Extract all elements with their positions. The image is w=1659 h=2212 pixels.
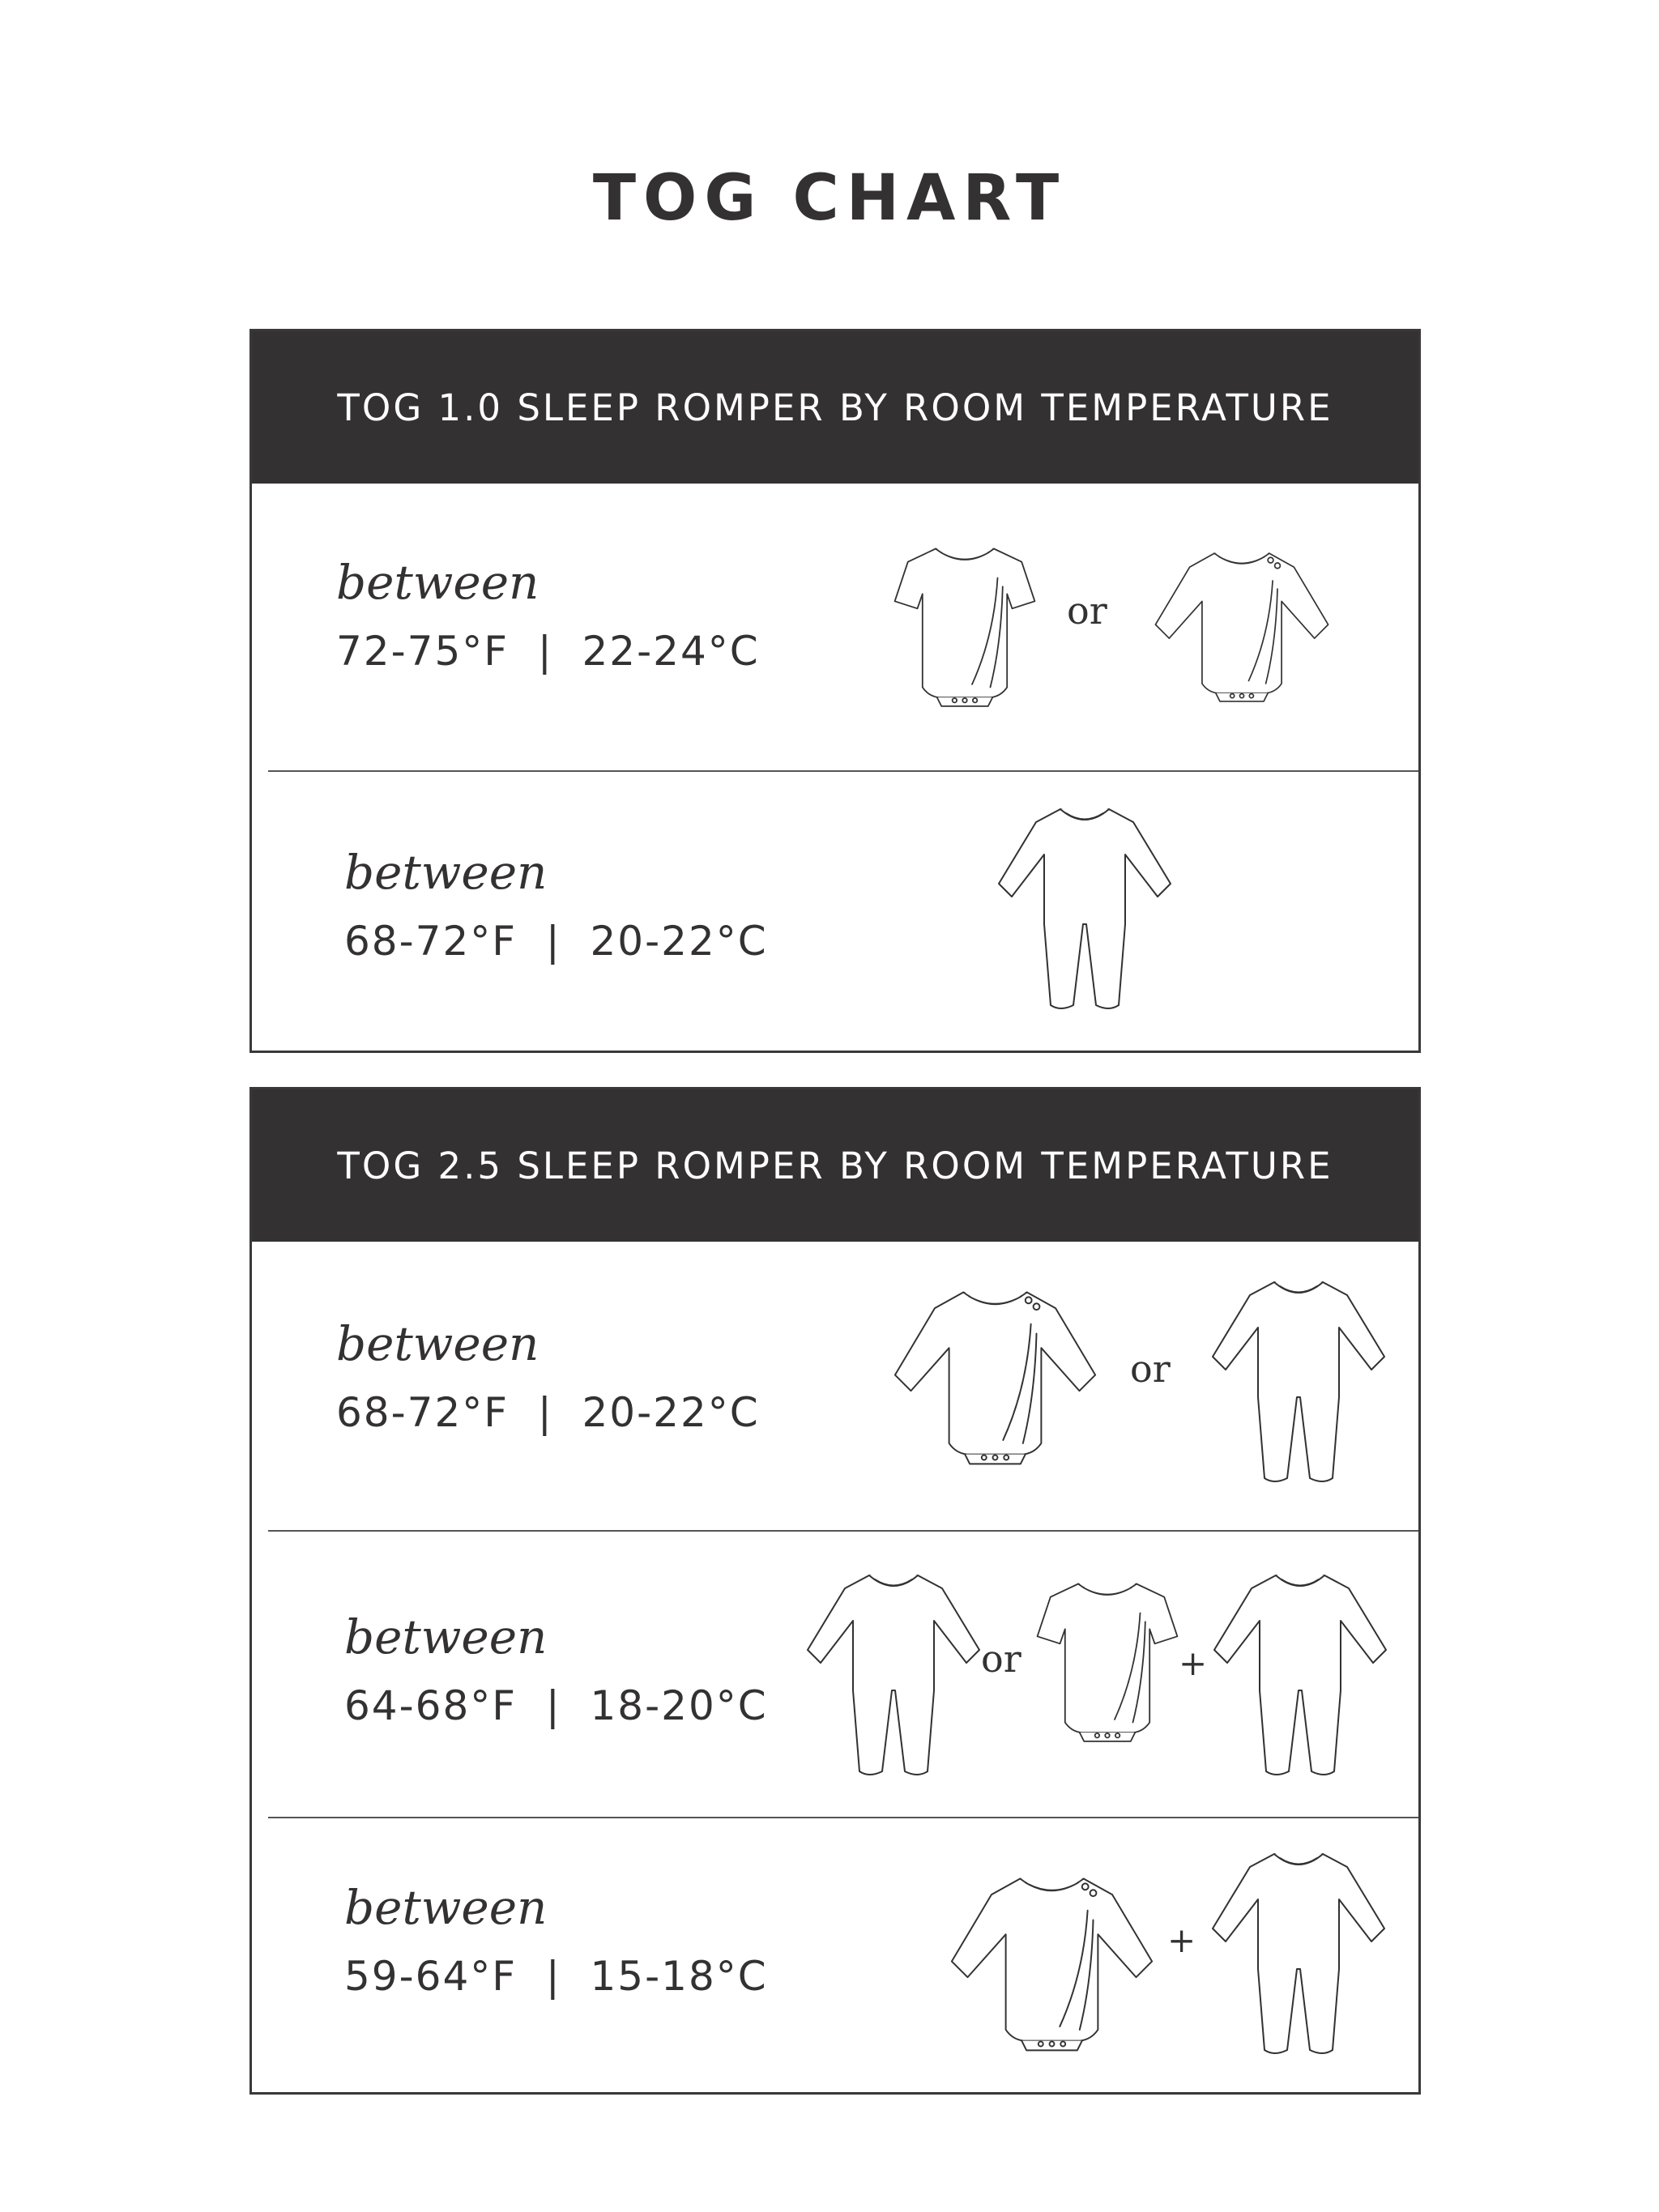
or-connector: or <box>1130 1347 1171 1391</box>
between-label: between <box>344 1609 548 1664</box>
or-connector: or <box>1067 589 1107 633</box>
between-label: between <box>344 845 548 900</box>
temperature-range: 64-68°F | 18-20°C <box>344 1682 768 1729</box>
short-sleeve-bodysuit-icon <box>1034 1575 1180 1745</box>
between-label: between <box>336 1316 539 1371</box>
section-header: TOG 2.5 SLEEP ROMPER BY ROOM TEMPERATURE <box>252 1089 1418 1242</box>
temperature-range: 72-75°F | 22-24°C <box>336 628 760 675</box>
footed-sleepsuit-icon <box>1209 1276 1388 1486</box>
or-connector: or <box>981 1637 1021 1681</box>
long-sleeve-bodysuit-icon <box>949 1867 1155 2057</box>
temperature-row <box>252 484 1418 770</box>
plus-connector: + <box>1167 1920 1196 1960</box>
tog-1-section <box>249 329 1421 1053</box>
page-title: TOG CHART <box>592 162 1067 235</box>
short-sleeve-bodysuit-icon <box>892 540 1038 710</box>
temperature-row <box>252 1532 1418 1817</box>
temperature-range: 68-72°F | 20-22°C <box>336 1389 760 1436</box>
between-label: between <box>336 555 539 610</box>
between-label: between <box>344 1880 548 1935</box>
temperature-row <box>252 1818 1418 2092</box>
temperature-row <box>252 772 1418 1051</box>
temperature-row <box>252 1242 1418 1528</box>
footed-sleepsuit-icon <box>804 1569 983 1779</box>
footed-sleepsuit-icon <box>1209 1848 1388 2058</box>
temperature-range: 68-72°F | 20-22°C <box>344 918 768 965</box>
tog-2-5-section <box>249 1087 1421 2095</box>
long-sleeve-bodysuit-icon <box>1153 540 1331 710</box>
temperature-range: 59-64°F | 15-18°C <box>344 1953 768 2000</box>
long-sleeve-bodysuit-icon <box>892 1281 1098 1471</box>
section-header: TOG 1.0 SLEEP ROMPER BY ROOM TEMPERATURE <box>252 331 1418 484</box>
footed-sleepsuit-icon <box>1211 1569 1389 1779</box>
footed-sleepsuit-icon <box>996 803 1174 1013</box>
plus-connector: + <box>1179 1643 1208 1683</box>
